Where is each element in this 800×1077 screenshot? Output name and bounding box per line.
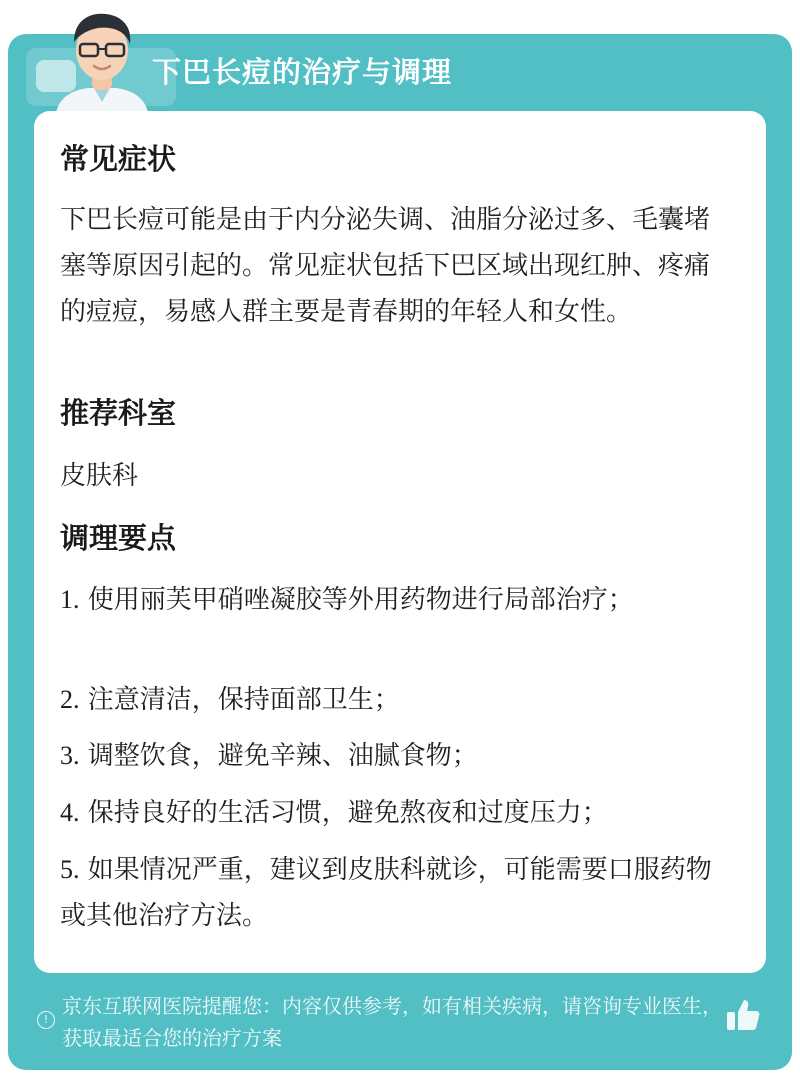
care-item-number: 4. (60, 798, 80, 827)
care-item-number: 5. (60, 855, 80, 884)
content-card (34, 111, 766, 973)
care-item (60, 677, 730, 723)
footer-disclaimer: 京东互联网医院提醒您：内容仅供参考，如有相关疾病，请咨询专业医生，获取最适合您的治疗方案 (62, 994, 722, 1050)
care-item-number: 1. (60, 585, 80, 614)
care-item (60, 847, 730, 939)
doctor-avatar (50, 6, 154, 114)
care-item-number: 3. (60, 741, 80, 770)
care-item (60, 790, 730, 836)
care-item-number: 2. (60, 685, 80, 714)
department-title: 推荐科室 (60, 396, 177, 430)
care-item-text: 保持良好的生活习惯，避免熬夜和过度压力； (87, 798, 608, 828)
symptoms-title: 常见症状 (60, 142, 177, 176)
care-item-text: 调整饮食，避免辛辣、油腻食物； (87, 741, 478, 771)
care-title: 调理要点 (60, 521, 177, 555)
symptoms-text: 下巴长痘可能是由于内分泌失调、油脂分泌过多、毛囊堵塞等原因引起的。常见症状包括下巴区域出现红肿、疼痛的痘痘，易感人群主要是青春期的年轻人和女性。 (60, 205, 711, 327)
page-title: 下巴长痘的治疗与调理 (152, 55, 453, 89)
care-item (60, 733, 730, 779)
info-icon: ! (37, 1011, 55, 1029)
care-item-text: 如果情况严重，建议到皮肤科就诊，可能需要口服药物或其他治疗方法。 (60, 855, 712, 931)
care-item (60, 577, 730, 623)
department-text: 皮肤科 (60, 461, 139, 491)
care-item-text: 注意清洁，保持面部卫生； (87, 685, 400, 715)
thumbs-up-icon[interactable] (724, 996, 762, 1034)
care-item-text: 使用丽芙甲硝唑凝胶等外用药物进行局部治疗； (87, 585, 634, 615)
